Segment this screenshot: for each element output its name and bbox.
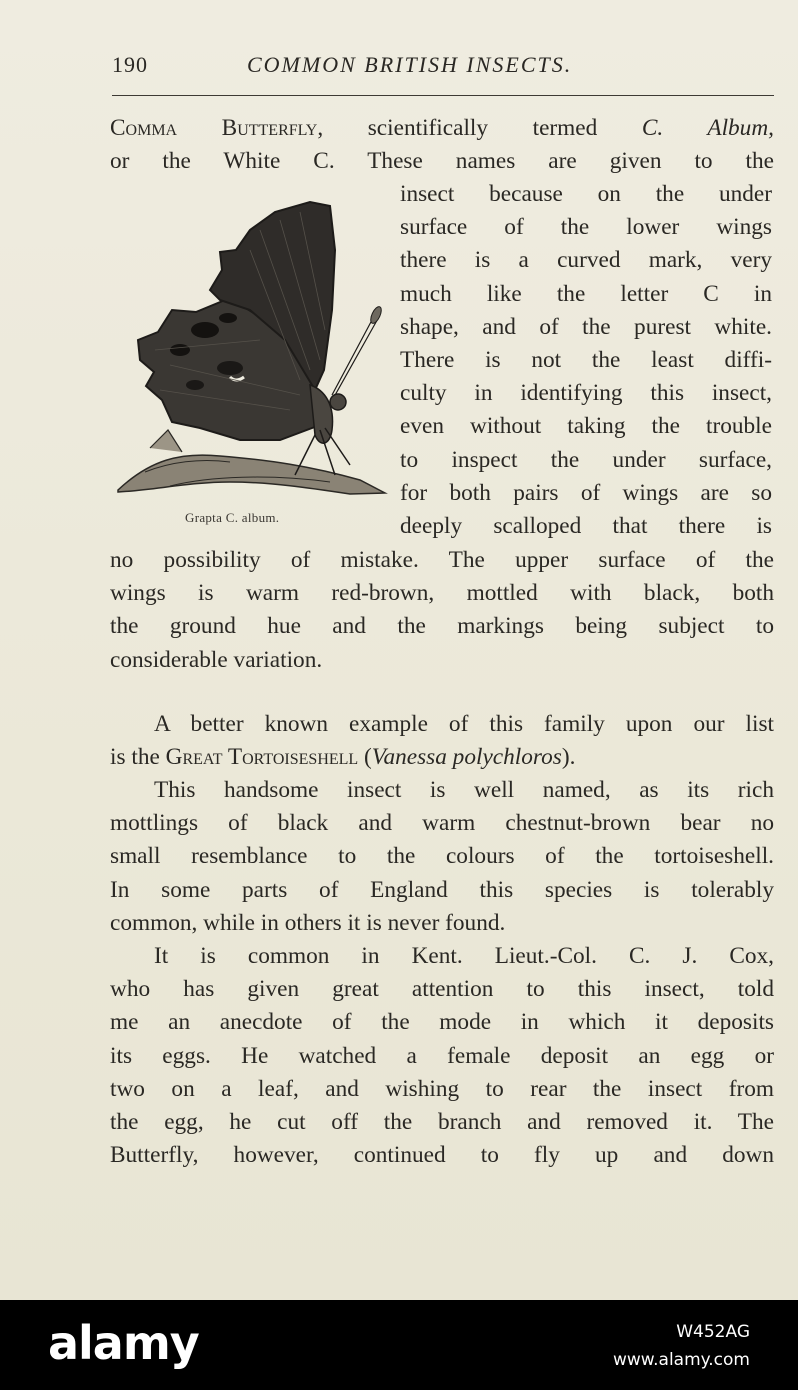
text-line: two on a leaf, and wishing to rear the insect from (110, 1075, 774, 1102)
stock-footer-bar (0, 1300, 798, 1390)
alamy-logo: alamy (48, 1316, 199, 1370)
text-line: There is not the least diffi- (400, 346, 772, 373)
text-line: common, while in others it is never found. (110, 909, 506, 936)
text-line: Butterfly, however, continued to fly up and down (110, 1142, 774, 1169)
text-line: or the White C. These names are given to the (110, 148, 774, 175)
paragraph-4 (110, 940, 774, 1172)
text-line: This handsome insect is well named, as its rich (154, 777, 774, 803)
species-name: Great Tortoiseshell (165, 744, 359, 771)
site-url: www.alamy.com (612, 1350, 750, 1370)
header-rule (112, 95, 774, 96)
running-head (112, 52, 772, 88)
text-line: its eggs. He watched a female deposit an egg or (110, 1042, 774, 1069)
paragraph-1-top (110, 112, 774, 178)
running-title: COMMON BRITISH INSECTS. (247, 52, 573, 77)
comma-butterfly-engraving (110, 190, 395, 510)
text-line: who has given great attention to this insect, told (110, 976, 774, 1003)
species-name: Comma Butterfly, (110, 115, 324, 141)
text-line (110, 741, 774, 774)
paragraph-2 (110, 708, 774, 774)
text-line: even without taking the trouble (400, 413, 772, 440)
text-line: shape, and of the purest white. (400, 313, 772, 340)
scientific-name: Vanessa polychloros (371, 744, 562, 771)
text-line: mottlings of black and warm chestnut-brown bear no (110, 810, 774, 837)
text-line: deeply scalloped that there is (400, 512, 772, 539)
text-line: there is a curved mark, very (400, 247, 772, 274)
text-line: culty in identifying this insect, (400, 380, 772, 407)
text-line: to inspect the under surface, (400, 446, 772, 473)
paragraph-3 (110, 774, 774, 940)
text-line: much like the letter C in (400, 280, 772, 307)
text-fragment: ( (358, 744, 372, 771)
page-number: 190 (112, 52, 148, 77)
paragraph-1-bottom (110, 544, 774, 677)
text-line: considerable variation. (110, 646, 323, 673)
text-line: small resemblance to the colours of the tortoiseshell. (110, 843, 774, 870)
text-line: the ground hue and the markings being subject to (110, 613, 774, 640)
image-id: W452AG (676, 1322, 750, 1342)
text-line: the egg, he cut off the branch and removed it. The (110, 1108, 774, 1135)
text-line: In some parts of England this species is tolerably (110, 876, 774, 903)
text-fragment: scientifically termed (323, 115, 642, 141)
text-line: A better known example of this family upon our list (154, 711, 774, 737)
text-line: surface of the lower wings (400, 214, 772, 241)
text-line: It is common in Kent. Lieut.-Col. C. J. Cox, (154, 943, 774, 969)
text-line (110, 112, 774, 145)
text-line: insect because on the under (400, 181, 772, 207)
text-line: no possibility of mistake. The upper surface of the (110, 547, 774, 573)
text-line: for both pairs of wings are so (400, 479, 772, 506)
text-line: wings is warm red-brown, mottled with black, both (110, 580, 774, 607)
figure-caption: Grapta C. album. (185, 510, 280, 525)
paragraph-1-wrap (400, 178, 772, 543)
text-fragment: is the (110, 744, 166, 771)
text-fragment: ). (561, 744, 576, 771)
scientific-name: C. Album, (641, 115, 774, 141)
text-line: me an anecdote of the mode in which it deposits (110, 1009, 774, 1036)
butterfly-illustration (110, 190, 395, 560)
